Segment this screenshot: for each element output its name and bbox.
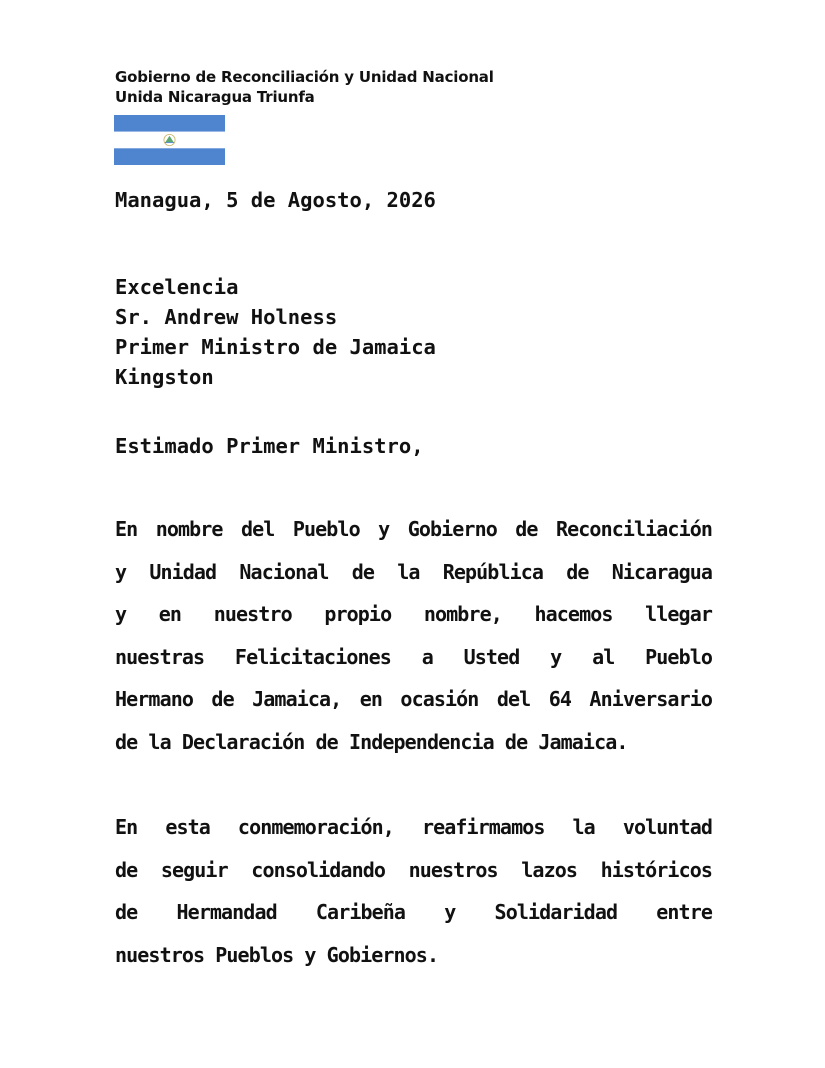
recipient-line: Kingston xyxy=(115,365,214,389)
paragraph-line: y Unidad Nacional de la República de Nicaragua xyxy=(115,559,712,584)
paragraph-line: nuestros Pueblos y Gobiernos. xyxy=(115,942,439,967)
paragraph-line: En nombre del Pueblo y Gobierno de Reconciliación xyxy=(115,517,712,541)
letterhead-government-name: Gobierno de Reconciliación y Unidad Nacional xyxy=(115,68,494,86)
recipient-line: Primer Ministro de Jamaica xyxy=(115,335,436,359)
nicaragua-flag-icon xyxy=(114,115,225,165)
recipient-line: Excelencia xyxy=(115,275,239,299)
paragraph-line: Hermano de Jamaica, en ocasión del 64 Aniversario xyxy=(115,687,712,711)
paragraph-line: de Hermandad Caribeña y Solidaridad entre xyxy=(115,900,712,924)
paragraph-line: En esta conmemoración, reafirmamos la voluntad xyxy=(115,815,712,839)
letter-date: Managua, 5 de Agosto, 2026 xyxy=(115,188,436,212)
recipient-block xyxy=(115,272,436,392)
letterhead-slogan: Unida Nicaragua Triunfa xyxy=(115,88,315,106)
salutation: Estimado Primer Ministro, xyxy=(115,434,424,458)
paragraph-line: y en nuestro propio nombre, hacemos llegar xyxy=(115,602,712,626)
paragraph-line: de la Declaración de Independencia de Jamaica. xyxy=(115,729,628,754)
body-paragraph-congratulations xyxy=(115,515,712,770)
recipient-line: Sr. Andrew Holness xyxy=(115,305,338,329)
paragraph-line: de seguir consolidando nuestros lazos históricos xyxy=(115,857,712,882)
paragraph-line: nuestras Felicitaciones a Usted y al Pueblo xyxy=(115,644,712,669)
letterhead xyxy=(115,67,494,107)
body-paragraph-reaffirmation xyxy=(115,813,712,983)
